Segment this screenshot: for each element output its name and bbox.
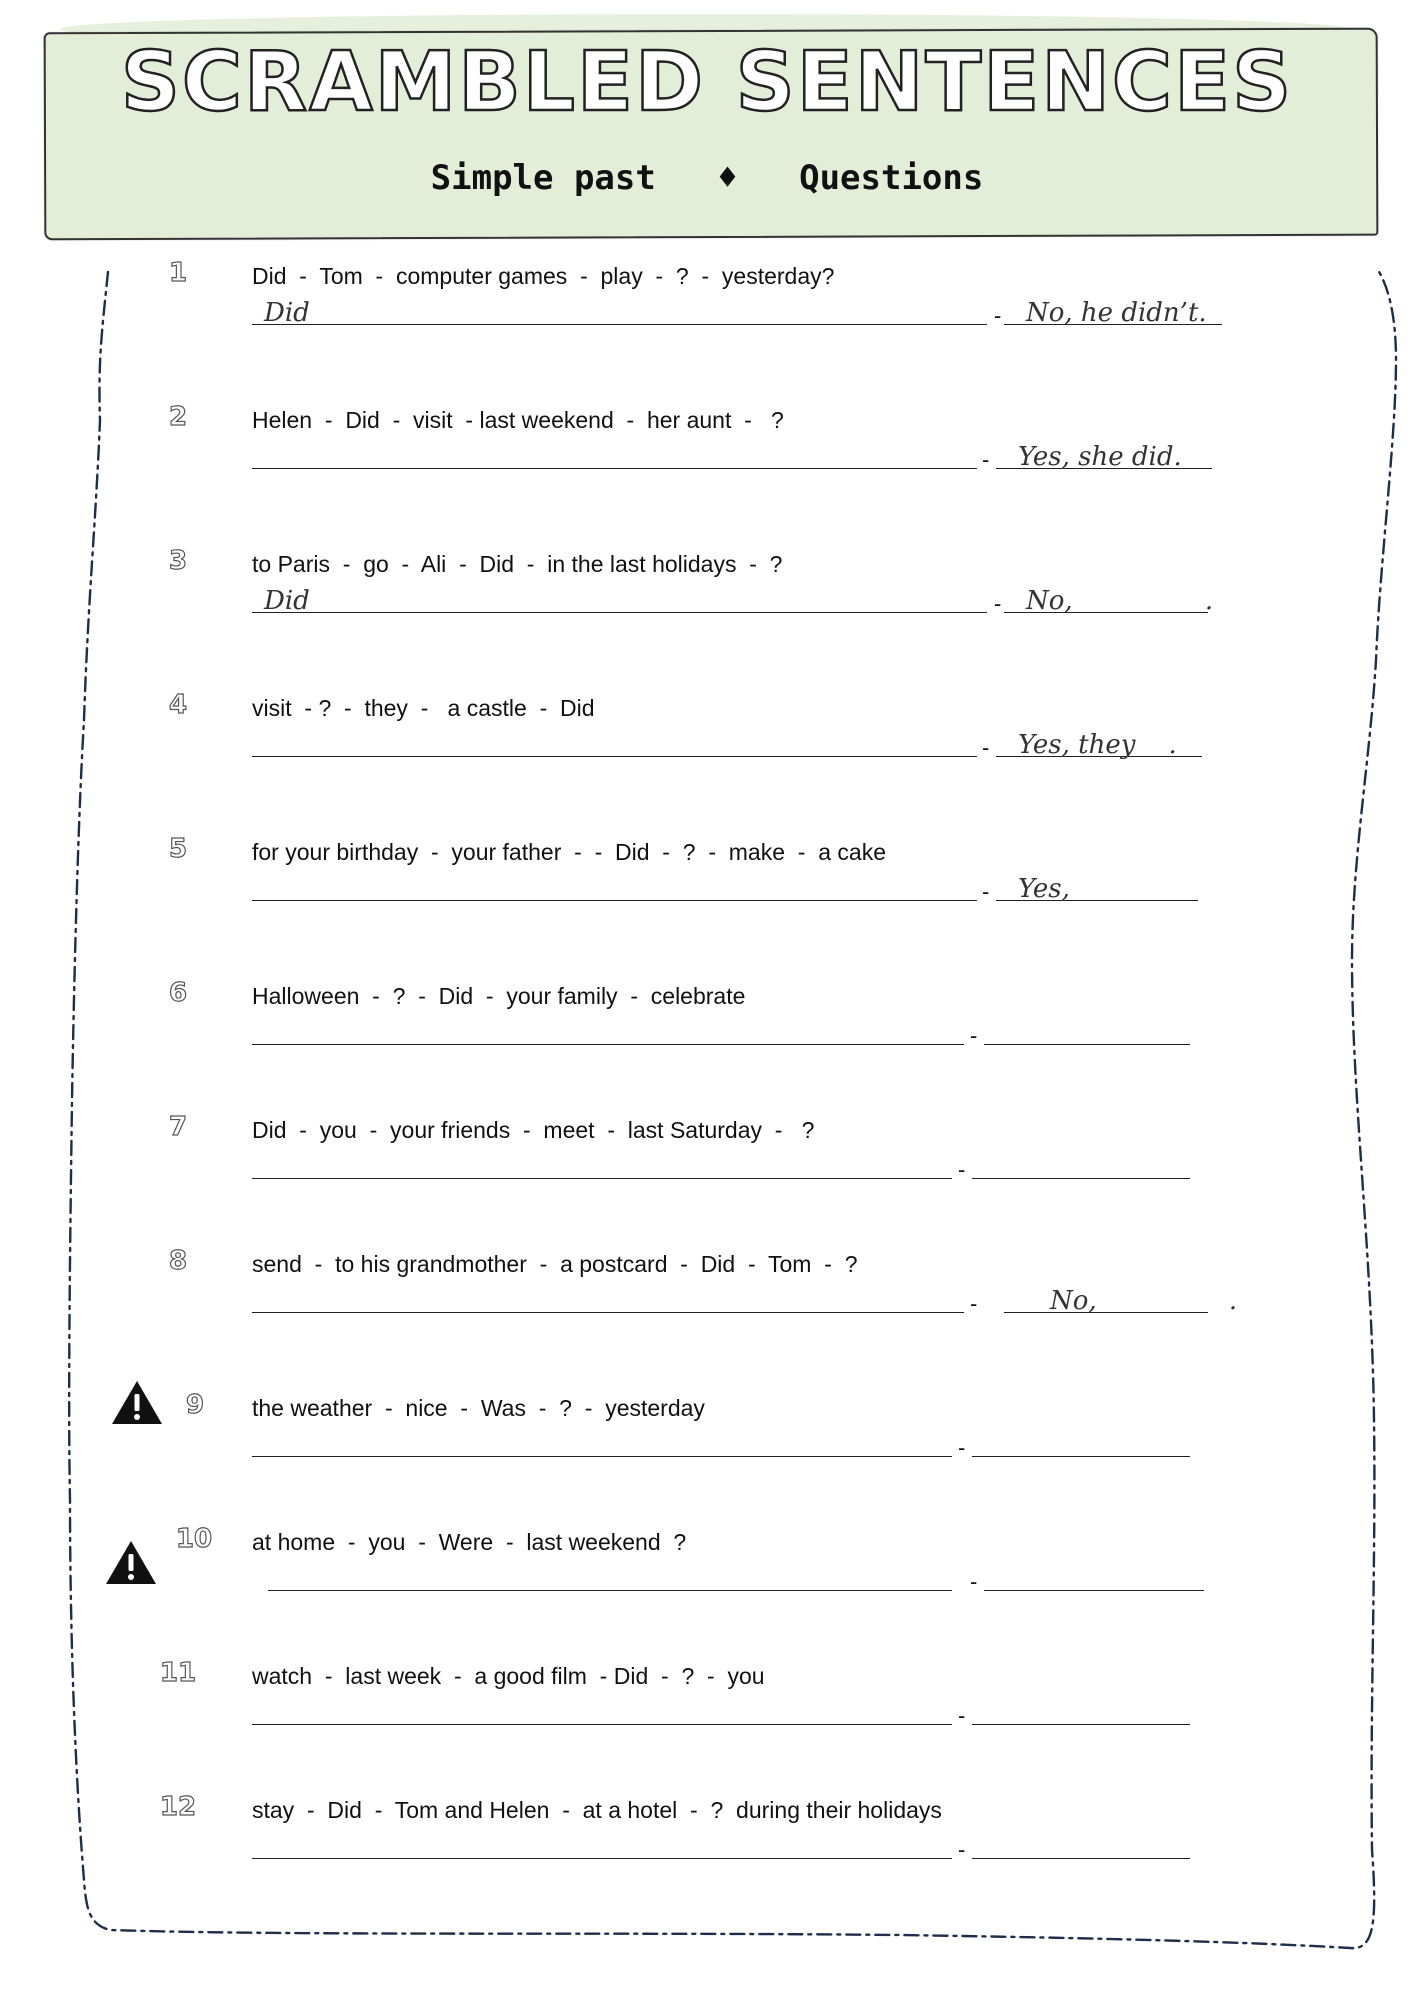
separator-dash: - — [982, 735, 990, 760]
question-answer-line[interactable] — [252, 1858, 952, 1859]
scrambled-words: to Paris - go - Ali - Did - in the last holidays - ? — [252, 551, 783, 577]
scrambled-words: Halloween - ? - Did - your family - celebrate — [252, 983, 746, 1009]
item-number: 12 — [159, 1792, 197, 1822]
separator-dash: - — [958, 1837, 966, 1862]
question-answer-line[interactable] — [252, 324, 987, 325]
scrambled-words: watch - last week - a good film - Did - ? - you — [252, 1663, 765, 1689]
item-number: 6 — [168, 978, 188, 1008]
short-answer-text: Yes, — [1018, 874, 1070, 904]
short-answer-text: No, . — [1050, 1286, 1238, 1316]
question-answer-line[interactable] — [252, 900, 977, 901]
scrambled-words: stay - Did - Tom and Helen - at a hotel - ? during their holidays — [252, 1797, 942, 1823]
item-number: 7 — [168, 1112, 188, 1142]
question-answer-line[interactable] — [252, 1178, 952, 1179]
exercise-item — [0, 978, 1414, 1118]
exercise-item — [0, 402, 1414, 542]
question-answer-line[interactable] — [252, 612, 987, 613]
scrambled-words: visit - ? - they - a castle - Did — [252, 695, 595, 721]
exercise-item — [0, 1658, 1414, 1798]
scrambled-words: Did - Tom - computer games - play - ? - yesterday? — [252, 263, 835, 289]
question-answer-line[interactable] — [252, 1724, 952, 1725]
separator-dash: - — [994, 591, 1002, 616]
scrambled-words: for your birthday - your father - - Did - ? - make - a cake — [252, 839, 886, 865]
separator-dash: - — [970, 1569, 978, 1594]
item-number: 5 — [168, 834, 188, 864]
scrambled-words: Did - you - your friends - meet - last Saturday - ? — [252, 1117, 815, 1143]
item-number: 11 — [159, 1658, 197, 1688]
answer-start-text: Did — [264, 298, 310, 328]
short-answer-text: No, . — [1026, 586, 1214, 616]
short-answer-text: Yes, she did. — [1018, 442, 1182, 472]
answer-start-text: Did — [264, 586, 310, 616]
exercise-item — [0, 1792, 1414, 1932]
separator-dash: - — [958, 1703, 966, 1728]
item-number: 9 — [185, 1390, 205, 1420]
exercise-item — [0, 690, 1414, 830]
separator-dash: - — [970, 1023, 978, 1048]
item-number: 3 — [168, 546, 188, 576]
item-number: 1 — [168, 258, 188, 288]
warning-triangle-icon — [110, 1378, 164, 1426]
short-answer-text: No, he didn’t. — [1026, 298, 1207, 328]
scrambled-words: the weather - nice - Was - ? - yesterday — [252, 1395, 705, 1421]
scrambled-words: send - to his grandmother - a postcard - Did - Tom - ? — [252, 1251, 858, 1277]
short-answer-line[interactable] — [984, 1044, 1190, 1045]
question-answer-line[interactable] — [252, 1044, 964, 1045]
exercise-item — [0, 258, 1414, 398]
separator-dash: - — [970, 1291, 978, 1316]
question-answer-line[interactable] — [252, 1312, 964, 1313]
item-number: 2 — [168, 402, 188, 432]
short-answer-line[interactable] — [984, 1590, 1204, 1591]
short-answer-line[interactable] — [972, 1858, 1190, 1859]
question-answer-line[interactable] — [252, 756, 977, 757]
separator-dash: - — [982, 879, 990, 904]
scrambled-words: at home - you - Were - last weekend ? — [252, 1529, 687, 1555]
scrambled-words: Helen - Did - visit - last weekend - her aunt - ? — [252, 407, 784, 433]
short-answer-line[interactable] — [972, 1456, 1190, 1457]
question-answer-line[interactable] — [268, 1590, 952, 1591]
item-number: 8 — [168, 1246, 188, 1276]
page-subtitle: Simple past ♦ Questions — [430, 158, 984, 198]
exercise-item — [0, 1246, 1414, 1386]
short-answer-text: Yes, they . — [1018, 730, 1177, 760]
exercise-item — [0, 1390, 1414, 1530]
question-answer-line[interactable] — [252, 1456, 952, 1457]
warning-triangle-icon — [104, 1538, 158, 1586]
question-answer-line[interactable] — [252, 468, 977, 469]
separator-dash: - — [958, 1435, 966, 1460]
item-number: 10 — [175, 1524, 213, 1554]
exercise-item — [0, 546, 1414, 686]
short-answer-line[interactable] — [972, 1724, 1190, 1725]
separator-dash: - — [982, 447, 990, 472]
page-title: SCRAMBLED SENTENCES — [120, 35, 1294, 130]
exercise-item — [0, 834, 1414, 974]
short-answer-line[interactable] — [972, 1178, 1190, 1179]
exercise-item — [0, 1112, 1414, 1252]
item-number: 4 — [168, 690, 188, 720]
separator-dash: - — [958, 1157, 966, 1182]
exercise-item — [0, 1524, 1414, 1664]
separator-dash: - — [994, 303, 1002, 328]
